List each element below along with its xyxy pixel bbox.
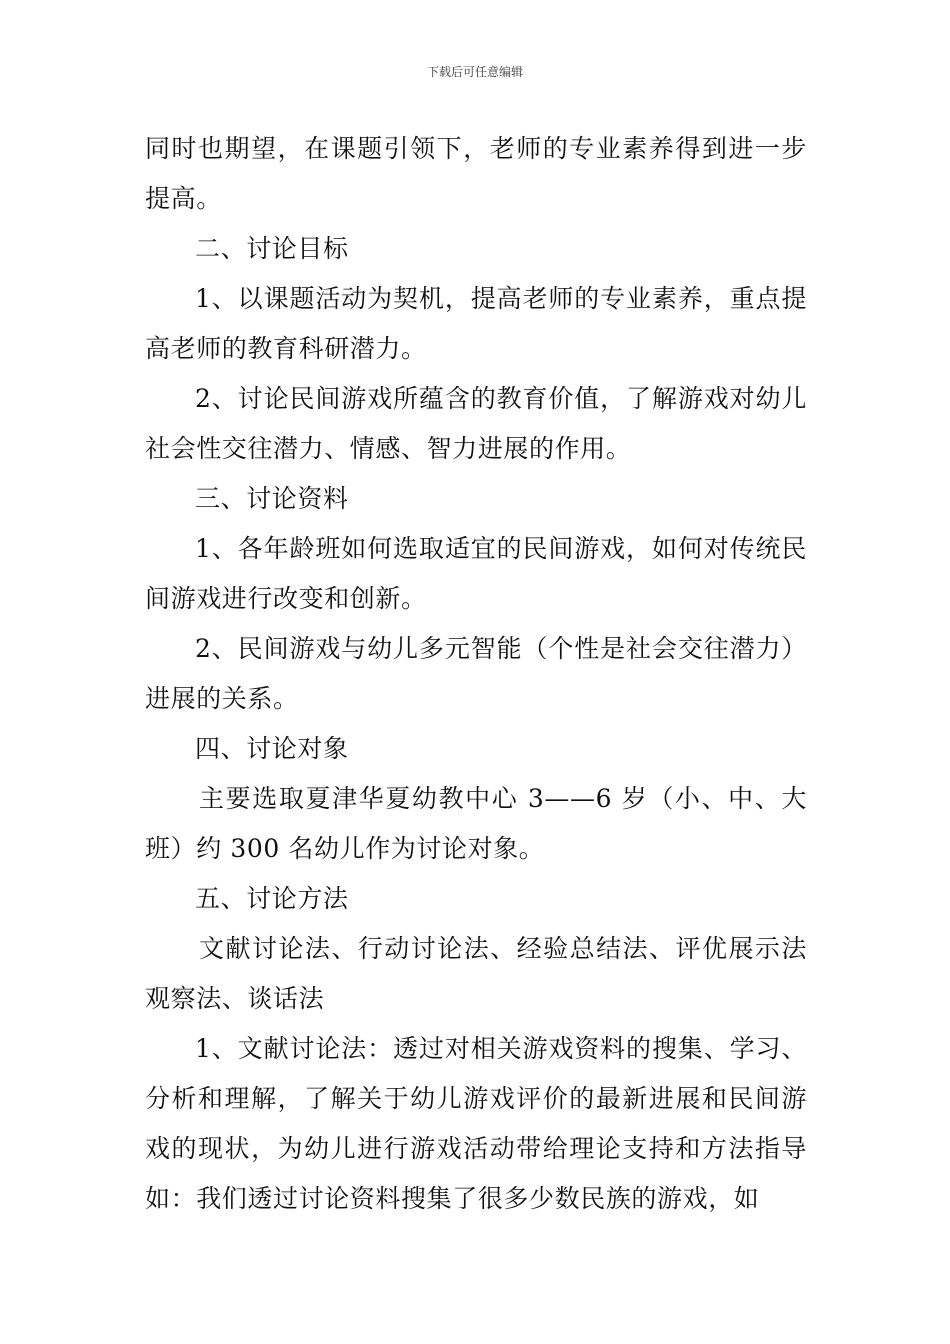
goal-item-1: 1、以课题活动为契机，提高老师的专业素养，重点提高老师的教育科研潜力。 <box>145 284 807 363</box>
materials-item-1: 1、各年龄班如何选取适宜的民间游戏，如何对传统民间游戏进行改变和创新。 <box>145 534 807 613</box>
methods-item-1: 1、文献讨论法：透过对相关游戏资料的搜集、学习、分析和理解，了解关于幼儿游戏评价的最新进展和民间游戏的现状，为幼儿进行游戏活动带给理论支持和方法指导如：我们透过讨论资料搜集了很多少数民族的游戏，如 <box>145 1034 807 1213</box>
paragraph-intro: 同时也期望，在课题引领下，老师的专业素养得到进一步提高。 <box>145 134 807 213</box>
section-heading-methods: 五、讨论方法 <box>195 884 349 913</box>
methods-list: 文献讨论法、行动讨论法、经验总结法、评优展示法观察法、谈话法 <box>145 934 807 1013</box>
section-heading-goals: 二、讨论目标 <box>195 234 349 263</box>
subjects-paragraph: 主要选取夏津华夏幼教中心 3——6 岁（小、中、大班）约 300 名幼儿作为讨论对象。 <box>145 784 807 863</box>
goal-item-2: 2、讨论民间游戏所蕴含的教育价值，了解游戏对幼儿社会性交往潜力、情感、智力进展的作用。 <box>145 384 807 463</box>
document-body <box>145 124 807 1224</box>
section-heading-materials: 三、讨论资料 <box>195 484 349 513</box>
page-header: 下载后可任意编辑 <box>426 65 523 79</box>
materials-item-2: 2、民间游戏与幼儿多元智能（个性是社会交往潜力）进展的关系。 <box>145 634 807 713</box>
section-heading-subjects: 四、讨论对象 <box>195 734 349 763</box>
